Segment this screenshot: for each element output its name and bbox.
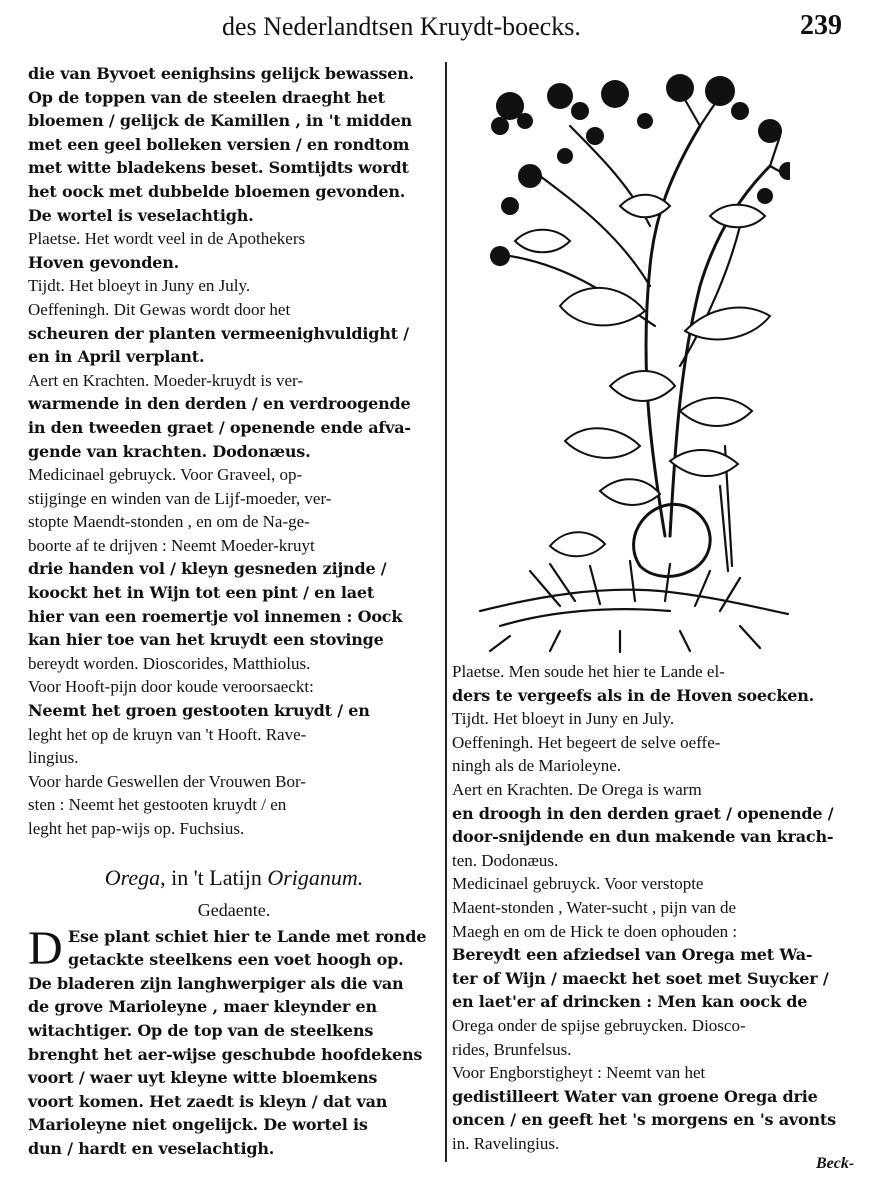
description-line: de grove Marioleyne , maer kleynder en bbox=[28, 997, 377, 1017]
left-text-line: gende van krachten. Dodonæus. bbox=[28, 441, 311, 461]
description-line: brenght het aer-wijse geschubde hoofdekens bbox=[28, 1044, 423, 1064]
description-line: voort komen. Het zaedt is kleyn / dat van bbox=[28, 1091, 388, 1111]
right-text-line: in. Ravelingius. bbox=[452, 1133, 560, 1153]
page-header bbox=[0, 10, 895, 54]
right-text-line: gedistilleert Water van groene Orega drie bbox=[452, 1086, 818, 1106]
description-paragraph bbox=[28, 921, 440, 1161]
catchword: Beck- bbox=[816, 1155, 855, 1172]
left-text-line: in den tweeden graet / openende ende afva- bbox=[28, 417, 411, 437]
right-text-line: Tijdt. Het bloeyt in Juny en July. bbox=[452, 709, 675, 729]
right-text-line: oncen / en geeft het 's morgens en 's avonts bbox=[452, 1110, 836, 1130]
left-text-line: en in April verplant. bbox=[28, 347, 205, 367]
left-column bbox=[28, 62, 440, 1161]
right-text-line: Plaetse. Men soude het hier te Lande el- bbox=[452, 662, 725, 681]
left-text-line: sten : Neemt het gestooten kruydt / en bbox=[28, 795, 287, 815]
left-text-line: scheuren der planten vermeenighvuldight / bbox=[28, 323, 409, 343]
left-text-line: Neemt het groen gestooten kruydt / en bbox=[28, 701, 370, 721]
page-number: 239 bbox=[800, 10, 842, 41]
right-text-block bbox=[452, 660, 864, 1155]
left-text-line: Tijdt. Het bloeyt in Juny en July. bbox=[28, 276, 251, 296]
right-column bbox=[452, 660, 864, 1155]
section-title-latin: Origanum. bbox=[267, 864, 364, 890]
description-line: voort / waer uyt kleyne witte bloemkens bbox=[28, 1068, 378, 1088]
description-line: witachtiger. Op de top van de steelkens bbox=[28, 1020, 374, 1040]
right-text-line: Medicinael gebruyck. Voor verstopte bbox=[452, 874, 704, 894]
right-text-line: ter of Wijn / maeckt het soet met Suycker / bbox=[452, 968, 829, 988]
left-text-line: bloemen / gelijck de Kamillen , in 't midden bbox=[28, 111, 412, 131]
description-lines bbox=[28, 921, 440, 1161]
drop-cap-letter: D bbox=[28, 921, 63, 975]
right-text-line: Maegh en om de Hick te doen ophouden : bbox=[452, 921, 738, 941]
right-text-line: Oeffeningh. Het begeert de selve oeffe- bbox=[452, 732, 721, 752]
right-text-line: en laet'er af drincken : Men kan oock de bbox=[452, 992, 808, 1012]
left-text-line: Voor Hooft-pijn door koude veroorsaeckt: bbox=[28, 677, 314, 697]
right-text-line: Orega onder de spijse gebruycken. Diosco- bbox=[452, 1015, 746, 1035]
left-text-line: Oeffeningh. Dit Gewas wordt door het bbox=[28, 299, 291, 319]
left-text-line: leght het pap-wijs op. Fuchsius. bbox=[28, 819, 245, 838]
right-text-line: Voor Engborstigheyt : Neemt van het bbox=[452, 1063, 706, 1083]
left-text-line: De wortel is veselachtigh. bbox=[28, 205, 254, 225]
description-line: Marioleyne niet ongelijck. De wortel is bbox=[28, 1115, 368, 1135]
right-text-line: en droogh in den derden graet / openende / bbox=[452, 803, 834, 823]
left-text-line: het oock met dubbelde bloemen gevonden. bbox=[28, 181, 406, 201]
left-text-block bbox=[28, 62, 440, 841]
left-text-line: stopte Maendt-stonden , en om de Na-ge- bbox=[28, 512, 310, 532]
right-text-line: ningh als de Marioleyne. bbox=[452, 756, 622, 776]
left-text-line: leght het op de kruyn van 't Hooft. Rave- bbox=[28, 724, 307, 744]
section-title bbox=[28, 861, 440, 895]
left-text-line: bereydt worden. Dioscorides, Matthiolus. bbox=[28, 653, 311, 673]
left-text-line: Plaetse. Het wordt veel in de Apothekers bbox=[28, 229, 306, 249]
subheading-gedaente: Gedaente. bbox=[197, 899, 271, 920]
right-text-line: Bereydt een afziedsel van Orega met Wa- bbox=[452, 945, 813, 965]
section-title-name: Orega bbox=[104, 864, 161, 890]
description-line: getackte steelkens een voet hoogh op. bbox=[68, 950, 404, 970]
right-text-line: rides, Brunfelsus. bbox=[452, 1039, 572, 1059]
left-text-line: koockt het in Wijn tot een pint / en laet bbox=[28, 583, 375, 603]
section-title-connector: , in 't Latijn bbox=[160, 864, 268, 890]
left-text-line: met witte bladekens beset. Somtijdts wordt bbox=[28, 158, 409, 178]
left-text-line: met een geel bolleken versien / en rondtom bbox=[28, 134, 410, 154]
left-text-line: kan hier toe van het kruydt een stovinge bbox=[28, 630, 384, 650]
left-text-line: Voor harde Geswellen der Vrouwen Bor- bbox=[28, 771, 306, 791]
right-text-line: Maent-stonden , Water-sucht , pijn van de bbox=[452, 897, 737, 917]
right-text-line: Aert en Krachten. De Orega is warm bbox=[452, 779, 702, 799]
left-text-line: warmende in den derden / en verdroogende bbox=[28, 394, 411, 414]
left-text-line: drie handen vol / kleyn gesneden zijnde / bbox=[28, 559, 387, 579]
left-text-line: hier van een roemertje vol innemen : Oock bbox=[28, 606, 403, 626]
left-text-line: lingius. bbox=[28, 748, 79, 768]
left-text-line: die van Byvoet eenighsins gelijck bewassen. bbox=[28, 64, 415, 83]
right-text-line: ten. Dodonæus. bbox=[452, 850, 559, 870]
left-text-line: boorte af te drijven : Neemt Moeder-kruyt bbox=[28, 535, 315, 555]
left-text-line: stijginge en winden van de Lijf-moeder, ver- bbox=[28, 488, 332, 508]
description-line: De bladeren zijn langhwerpiger als die van bbox=[28, 973, 404, 993]
running-title: des Nederlandtsen Kruydt-boecks. bbox=[222, 12, 581, 41]
description-line: dun / hardt en veselachtigh. bbox=[28, 1138, 275, 1158]
herb-woodcut-icon bbox=[470, 66, 790, 654]
left-text-line: Medicinael gebruyck. Voor Graveel, op- bbox=[28, 465, 303, 485]
description-line: Ese plant schiet hier te Lande met ronde bbox=[68, 926, 427, 946]
left-text-line: Op de toppen van de steelen draeght het bbox=[28, 87, 385, 107]
column-divider bbox=[445, 62, 447, 1162]
left-text-line: Aert en Krachten. Moeder-kruydt is ver- bbox=[28, 370, 303, 390]
right-text-line: door-snijdende en dun makende van krach- bbox=[452, 827, 834, 847]
left-text-line: Hoven gevonden. bbox=[28, 252, 180, 272]
right-text-line: ders te vergeefs als in de Hoven soecken. bbox=[452, 685, 815, 705]
